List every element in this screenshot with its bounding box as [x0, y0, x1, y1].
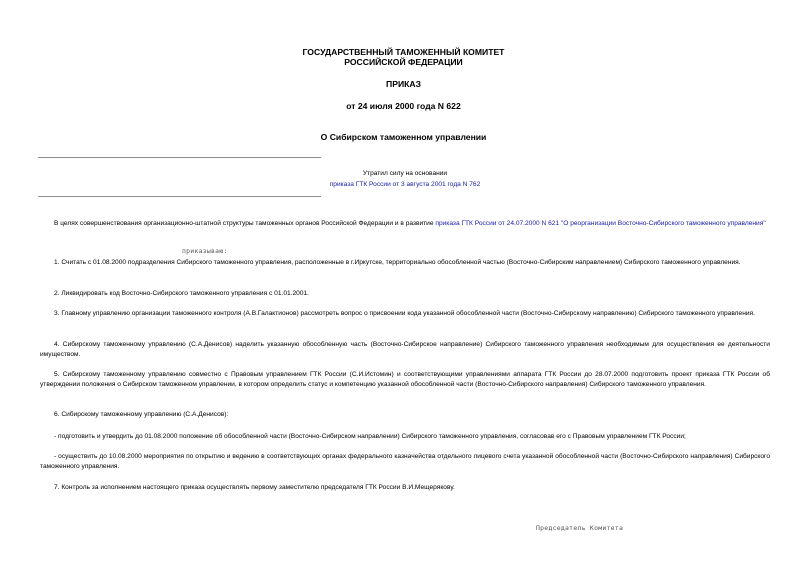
- status-note-link[interactable]: приказа ГТК России от 3 августа 2001 года N 762: [329, 181, 481, 188]
- item-4: [40, 340, 770, 359]
- item-6-sub-1-text: - подготовить и утвердить до 01.08.2000 положение об обособленной части (Восточно-Сибирском направлении) Сибирского таможенного управления, согласовав его с Правовым управлением ГТК России;: [54, 433, 686, 440]
- item-5-text: 5. Сибирскому таможенному управлению совместно с Правовым управлением ГТК России (С.И.Истомин) и соответствующими управлениями аппарата ГТК России до 28.07.2000 подготовить проект приказа ГТК России об утверждении положения о Сибирском таможенном управлении, в котором определить статус и компетенцию указанной обособленной части (Восточно-Сибирского направления) Сибирского таможенного управления.: [40, 371, 770, 388]
- item-1-text: 1. Считать с 01.08.2000 подразделения Сибирского таможенного управления, расположенные в г.Иркутске, территориально обособленной частью (Восточно-Сибирским направлением) Сибирского таможенного управления.: [54, 259, 741, 266]
- order-word: приказываю:: [182, 247, 228, 255]
- item-6-sub-1: [40, 432, 770, 442]
- item-1: [40, 258, 770, 268]
- status-note: [280, 168, 530, 190]
- item-6-sub-2: [40, 452, 770, 471]
- document-date: от 24 июля 2000 года N 622: [346, 101, 461, 111]
- preamble-link[interactable]: приказа ГТК России от 24.07.2000 N 621 "О реорганизации Восточно-Сибирского таможенного управления": [435, 220, 766, 227]
- item-6-sub-2-text: - осуществить до 10.08.2000 мероприятия по открытию и ведению в соответствующих органах федерального казначейства отдельного лицевого счета указанной обособленной части (Восточно-Сибирского направления) Сибирского таможенного управления.: [40, 453, 770, 470]
- item-7-text: 7. Контроль за исполнением настоящего приказа осуществлять первому заместителю председателя ГТК России В.И.Мещерякову.: [54, 484, 455, 491]
- document-title: О Сибирском таможенном управлении: [320, 132, 487, 142]
- item-4-text: 4. Сибирскому таможенному управлению (С.А.Денисов) наделить указанную обособленную часть (Восточно-Сибирское направление) Сибирского таможенного управления необходимым для осуществления ее деятельности имуществом.: [40, 341, 770, 358]
- item-2-text: 2. Ликвидировать код Восточно-Сибирского таможенного управления с 01.01.2001.: [54, 290, 309, 297]
- item-2: [40, 289, 770, 299]
- item-3-text: 3. Главному управлению организации таможенного контроля (А.В.Галактионов) рассмотреть вопрос о присвоении кода указанной обособленной части (Восточно-Сибирскому направлению) Сибирского таможенного управления.: [54, 310, 755, 317]
- issuer-line-1: ГОСУДАРСТВЕННЫЙ ТАМОЖЕННЫЙ КОМИТЕТ: [302, 47, 505, 57]
- status-note-text: Утратил силу на основании: [362, 170, 448, 177]
- divider-bottom: [38, 196, 321, 197]
- document-type: ПРИКАЗ: [386, 79, 421, 89]
- issuer-line-2: РОССИЙСКОЙ ФЕДЕРАЦИИ: [344, 57, 463, 67]
- preamble-text: В целях совершенствования организационно-штатной структуры таможенных органов Российской Федерации и в развитие: [54, 220, 436, 227]
- item-5: [40, 370, 770, 389]
- item-7: [40, 483, 770, 493]
- divider-top: [38, 157, 321, 158]
- signature-title: Председатель Комитета: [536, 524, 624, 532]
- preamble: [40, 219, 770, 229]
- item-6: [40, 410, 770, 420]
- item-3: [40, 309, 770, 319]
- item-6-text: 6. Сибирскому таможенному управлению (С.А.Денисов):: [54, 411, 229, 418]
